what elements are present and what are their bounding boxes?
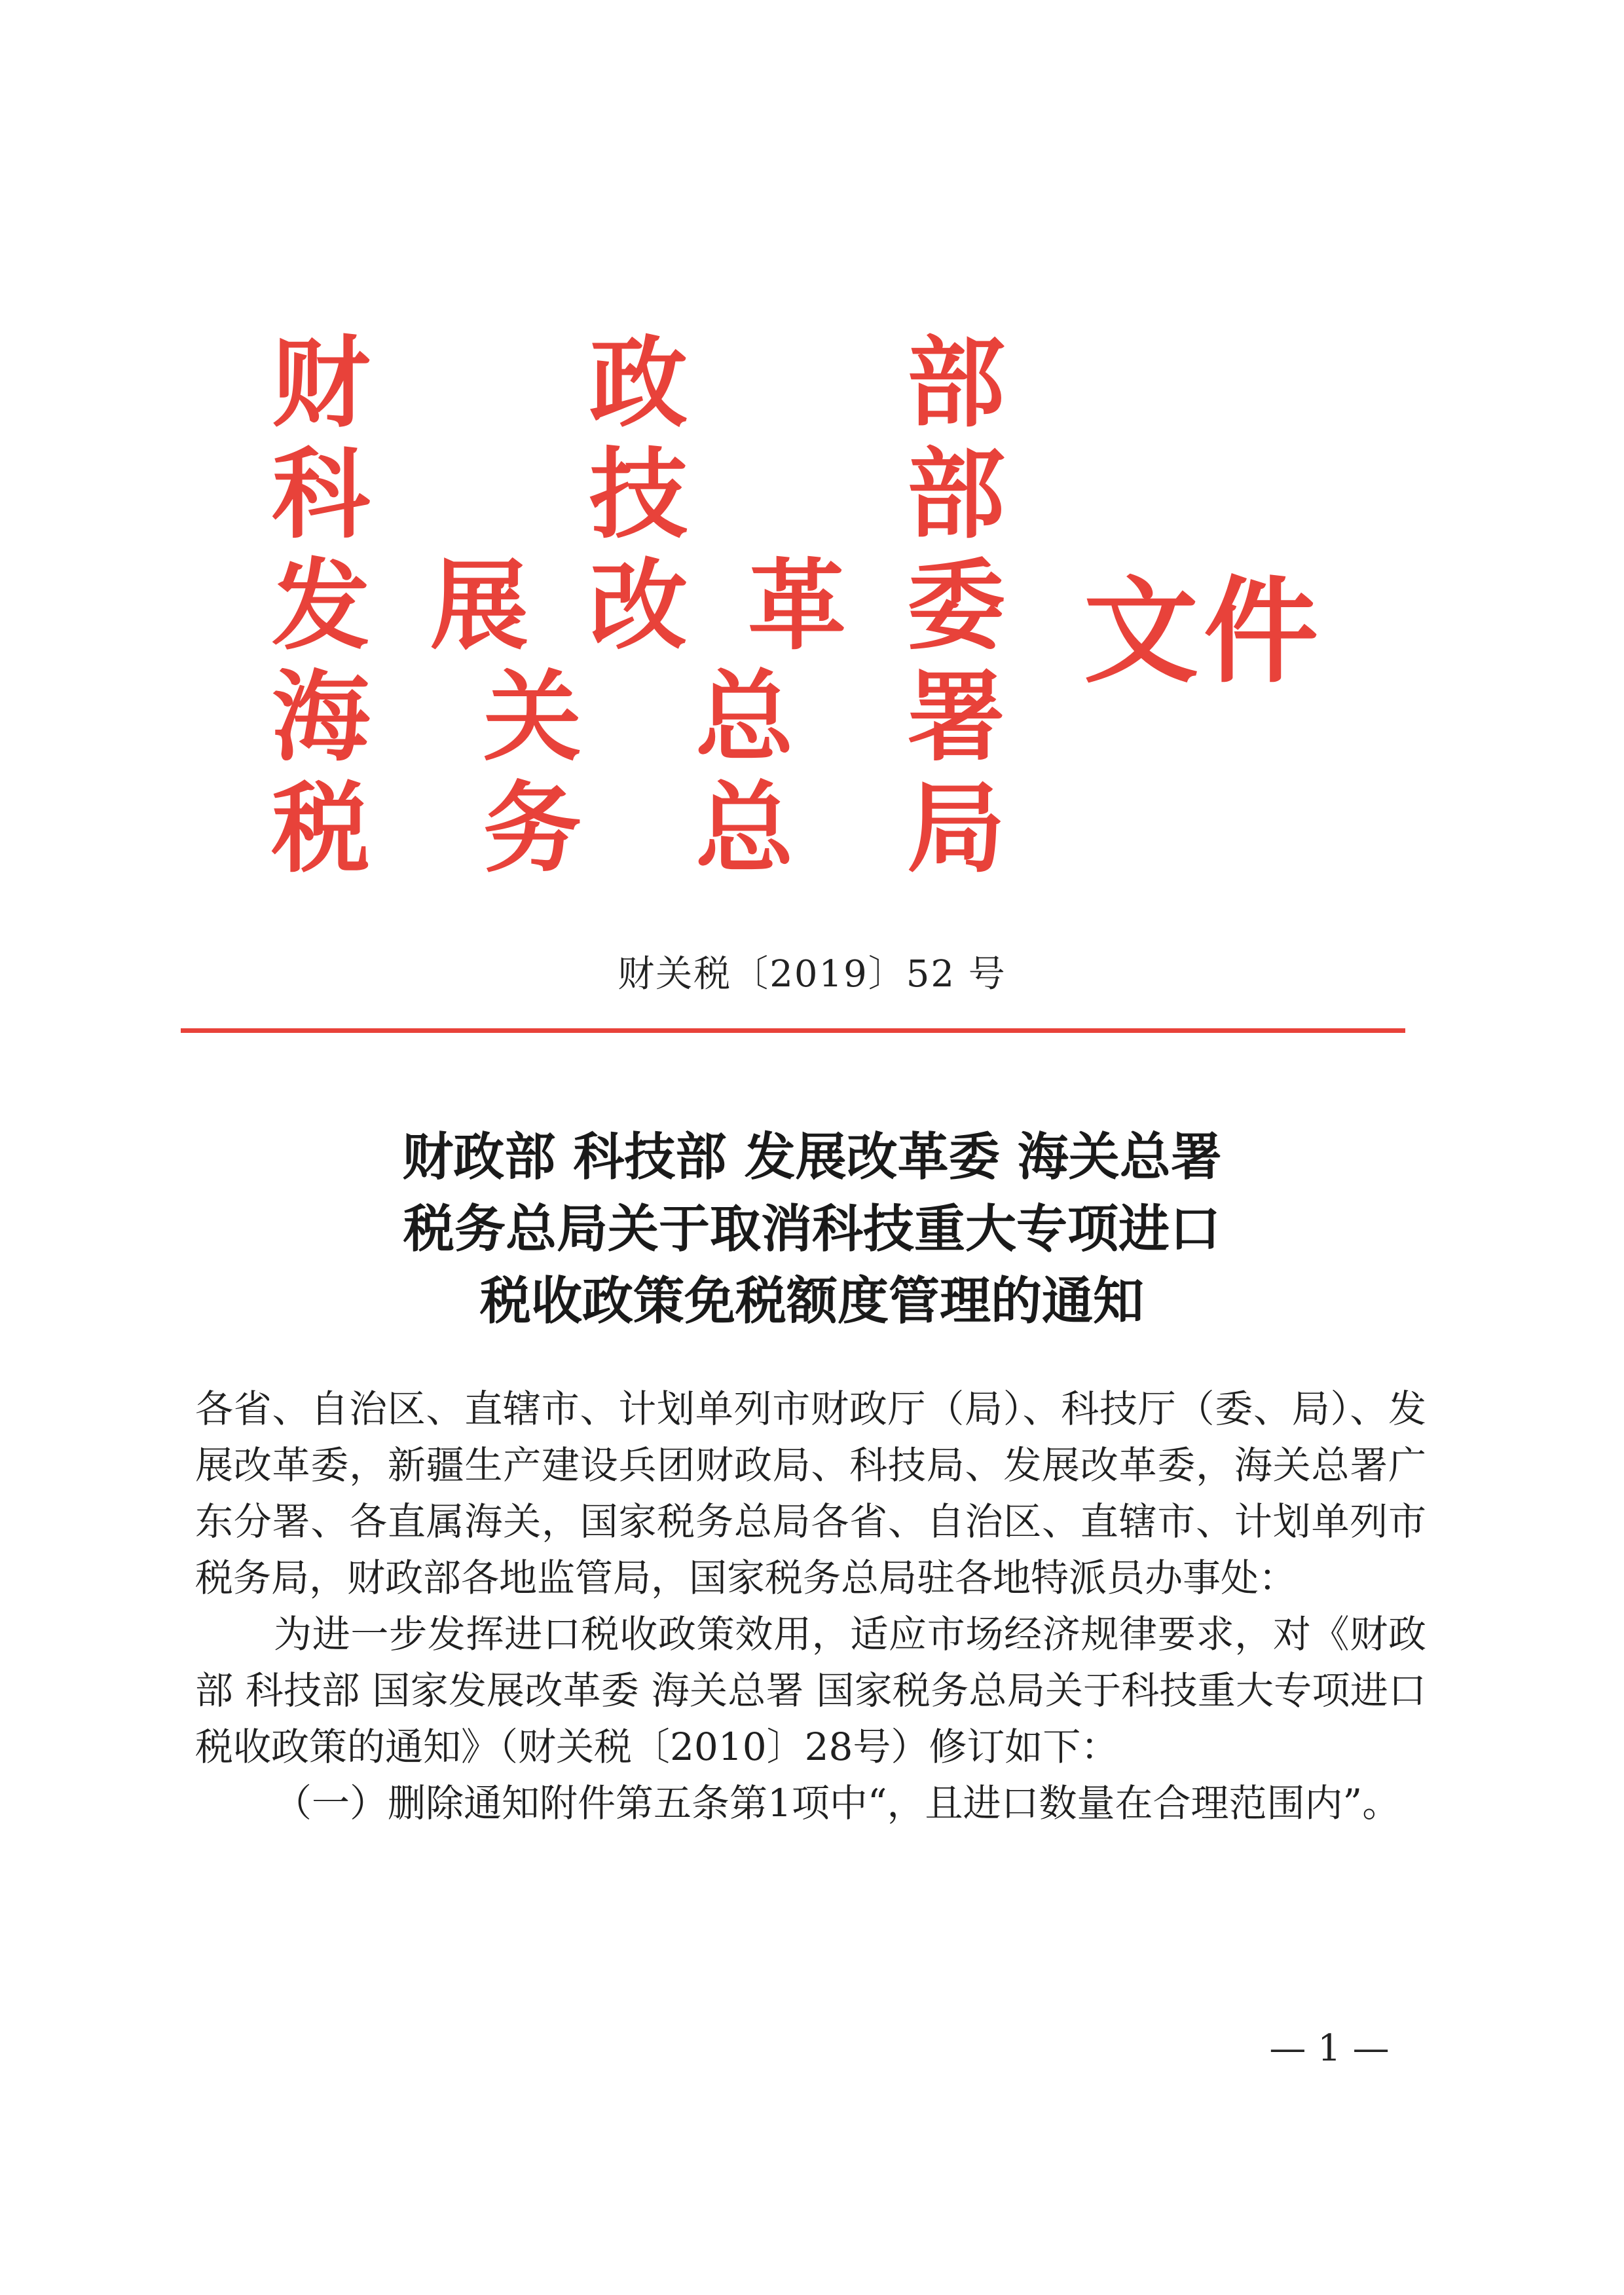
intro-paragraph: 为进一步发挥进口税收政策效用，适应市场经济规律要求，对《财政部 科技部 国家发展改革委 海关总署 国家税务总局关于科技重大专项进口税收政策的通知》（财关税〔2010〕28号）修订如下：	[195, 1612, 1426, 1769]
document-title	[0, 1121, 1624, 1337]
issuer-char: 部	[906, 437, 1005, 552]
issuer-char: 政	[589, 326, 688, 441]
issuer-char: 改	[589, 548, 688, 663]
title-line-2: 税务总局关于取消科技重大专项进口	[403, 1200, 1221, 1259]
red-divider	[181, 1028, 1405, 1033]
page-number: — 1 —	[1269, 2027, 1390, 2070]
issuer-char: 革	[747, 548, 846, 663]
addressees-paragraph: 各省、自治区、直辖市、计划单列市财政厅（局）、科技厅（委、局）、发展改革委，新疆生产建设兵团财政局、科技局、发展改革委，海关总署广东分署、各直属海关，国家税务总局各省、自治区、直辖市、计划单列市税务局，财政部各地监管局，国家税务总局驻各地特派员办事处：	[195, 1387, 1426, 1600]
title-line-1: 财政部 科技部 发展改革委 海关总署	[402, 1128, 1222, 1187]
issuer-char: 财	[271, 326, 370, 441]
issuer-char: 总	[695, 660, 794, 775]
issuer-char: 务	[483, 771, 581, 886]
item-1-paragraph: （一）删除通知附件第五条第1项中“，且进口数量在合理范围内”。	[274, 1781, 1401, 1825]
issuer-char: 展	[430, 548, 528, 663]
issuer-char: 局	[906, 771, 1005, 886]
issuer-char: 海	[271, 660, 370, 775]
issuer-char: 科	[271, 437, 370, 552]
issuer-char: 税	[271, 771, 370, 886]
document-number: 财关税〔2019〕52 号	[618, 953, 1006, 996]
issuer-char: 署	[906, 660, 1005, 775]
issuer-char: 委	[906, 548, 1005, 663]
masthead-suffix: 文件	[1084, 565, 1323, 699]
issuer-char: 部	[906, 326, 1005, 441]
issuer-char: 发	[271, 548, 370, 663]
issuer-char: 总	[695, 771, 794, 886]
issuer-char: 技	[589, 437, 688, 552]
document-body	[195, 1381, 1426, 1831]
issuer-char: 关	[483, 660, 581, 775]
title-line-3: 税收政策免税额度管理的通知	[479, 1272, 1144, 1331]
